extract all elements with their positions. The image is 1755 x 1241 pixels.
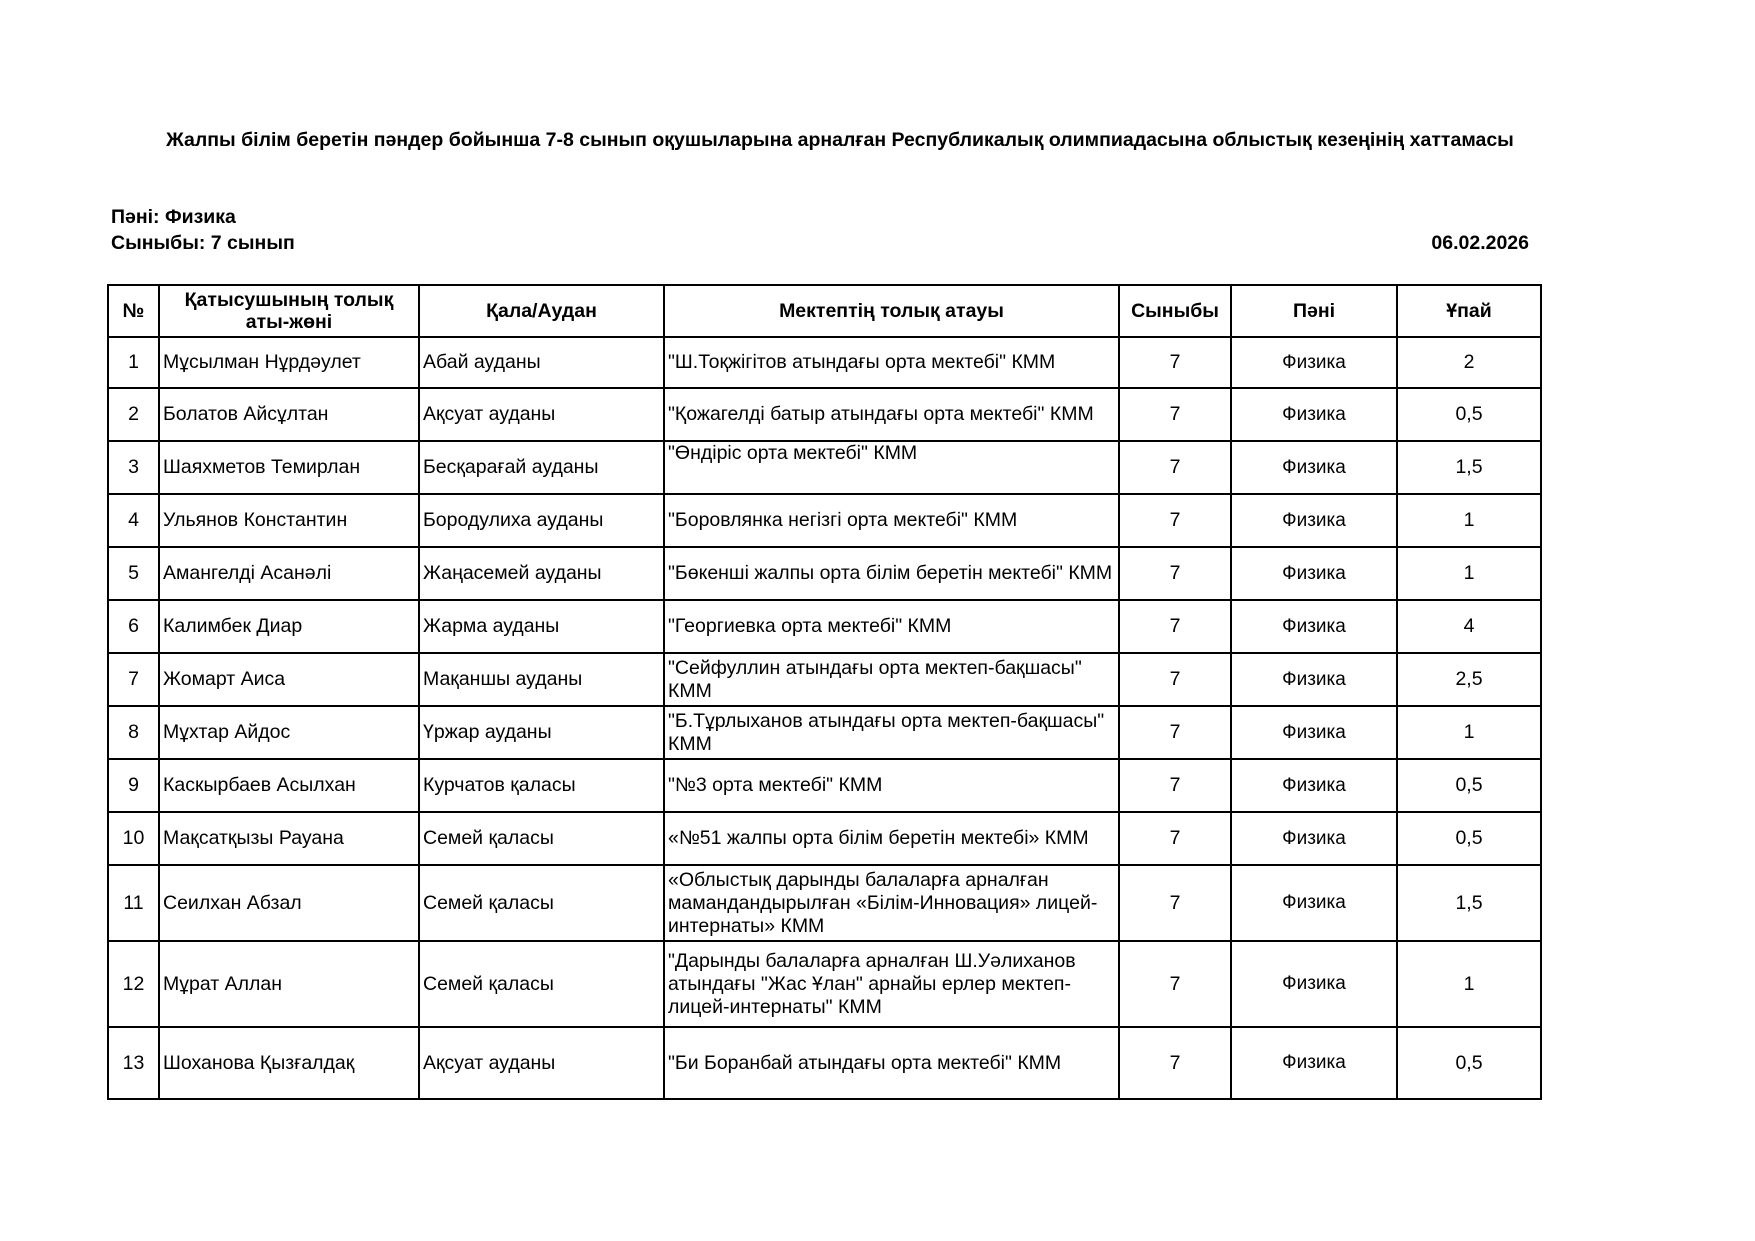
score-cell: 2 (1397, 337, 1541, 388)
subject-cell: Физика (1231, 759, 1397, 812)
score-cell: 1,5 (1397, 441, 1541, 494)
city-district-cell: Семей қаласы (419, 812, 664, 865)
subject-cell: Физика (1231, 547, 1397, 600)
score-cell: 4 (1397, 600, 1541, 653)
row-number-cell: 7 (108, 653, 159, 706)
row-number-cell: 10 (108, 812, 159, 865)
document-date: 06.02.2026 (1431, 232, 1529, 254)
row-number-cell: 1 (108, 337, 159, 388)
score-cell: 0,5 (1397, 812, 1541, 865)
row-number-cell: 2 (108, 388, 159, 441)
participant-name-cell: Мақсатқызы Рауана (159, 812, 419, 865)
school-name-cell: "Дарынды балаларға арналған Ш.Уәлиханов атындағы "Жас Ұлан" арнайы ерлер мектеп-лицей-интернаты" КММ (664, 941, 1119, 1027)
school-name-cell: "Б.Тұрлыханов атындағы орта мектеп-бақшасы" КММ (664, 706, 1119, 759)
grade-line: Сыныбы: 7 сынып (111, 232, 295, 254)
table-row (108, 337, 1541, 388)
score-cell: 1 (1397, 494, 1541, 547)
subject-cell: Физика (1231, 1027, 1397, 1099)
table-header-row (108, 285, 1541, 337)
grade-cell: 7 (1119, 337, 1231, 388)
header-num: № (108, 285, 159, 337)
score-cell: 0,5 (1397, 1027, 1541, 1099)
school-name-cell: "№3 орта мектебі" КММ (664, 759, 1119, 812)
city-district-cell: Бородулиха ауданы (419, 494, 664, 547)
table-row (108, 494, 1541, 547)
grade-cell: 7 (1119, 653, 1231, 706)
participant-name-cell: Шаяхметов Темирлан (159, 441, 419, 494)
participant-name-cell: Калимбек Диар (159, 600, 419, 653)
row-number-cell: 5 (108, 547, 159, 600)
participant-name-cell: Шоханова Қызғалдақ (159, 1027, 419, 1099)
participant-name-cell: Болатов Айсұлтан (159, 388, 419, 441)
row-number-cell: 11 (108, 865, 159, 941)
school-name-cell: "Би Боранбай атындағы орта мектебі" КММ (664, 1027, 1119, 1099)
subject-cell: Физика (1231, 706, 1397, 759)
participant-name-cell: Мұхтар Айдос (159, 706, 419, 759)
participant-name-cell: Мұсылман Нұрдәулет (159, 337, 419, 388)
row-number-cell: 12 (108, 941, 159, 1027)
table-row (108, 388, 1541, 441)
subject-cell: Физика (1231, 494, 1397, 547)
city-district-cell: Ақсуат ауданы (419, 388, 664, 441)
grade-cell: 7 (1119, 759, 1231, 812)
city-district-cell: Ақсуат ауданы (419, 1027, 664, 1099)
city-district-cell: Мақаншы ауданы (419, 653, 664, 706)
grade-cell: 7 (1119, 547, 1231, 600)
school-name-cell: "Ш.Тоқжігітов атындағы орта мектебі" КММ (664, 337, 1119, 388)
city-district-cell: Жарма ауданы (419, 600, 664, 653)
participant-name-cell: Жомарт Аиса (159, 653, 419, 706)
results-table (107, 284, 1542, 1100)
school-name-cell: "Қожагелді батыр атындағы орта мектебі" КММ (664, 388, 1119, 441)
document-title: Жалпы білім беретін пәндер бойынша 7-8 сынып оқушыларына арналған Республикалық олимпиадасына облыстық кезеңінің хаттамасы (166, 129, 1514, 151)
participant-name-cell: Сеилхан Абзал (159, 865, 419, 941)
participant-name-cell: Мұрат Аллан (159, 941, 419, 1027)
city-district-cell: Абай ауданы (419, 337, 664, 388)
participant-name-cell: Амангелді Асанәлі (159, 547, 419, 600)
header-city: Қала/Аудан (419, 285, 664, 337)
header-school: Мектептің толық атауы (664, 285, 1119, 337)
city-district-cell: Семей қаласы (419, 865, 664, 941)
row-number-cell: 3 (108, 441, 159, 494)
grade-cell: 7 (1119, 494, 1231, 547)
header-name: Қатысушының толық аты-жөні (159, 285, 419, 337)
grade-cell: 7 (1119, 812, 1231, 865)
score-cell: 0,5 (1397, 388, 1541, 441)
table-row (108, 441, 1541, 494)
subject-cell: Физика (1231, 388, 1397, 441)
school-name-cell: "Бөкенші жалпы орта білім беретін мектебі" КММ (664, 547, 1119, 600)
table-row (108, 1027, 1541, 1099)
score-cell: 1 (1397, 706, 1541, 759)
subject-cell: Физика (1231, 441, 1397, 494)
subject-cell: Физика (1231, 941, 1397, 1027)
participant-name-cell: Ульянов Константин (159, 494, 419, 547)
header-subject: Пәні (1231, 285, 1397, 337)
table-row (108, 547, 1541, 600)
table-row (108, 759, 1541, 812)
school-name-cell: "Георгиевка орта мектебі" КММ (664, 600, 1119, 653)
row-number-cell: 13 (108, 1027, 159, 1099)
subject-line: Пәні: Физика (111, 206, 236, 228)
table-row (108, 941, 1541, 1027)
subject-cell: Физика (1231, 337, 1397, 388)
score-cell: 2,5 (1397, 653, 1541, 706)
table-row (108, 865, 1541, 941)
city-district-cell: Жаңасемей ауданы (419, 547, 664, 600)
header-grade: Сыныбы (1119, 285, 1231, 337)
row-number-cell: 8 (108, 706, 159, 759)
score-cell: 0,5 (1397, 759, 1541, 812)
subject-cell: Физика (1231, 812, 1397, 865)
grade-cell: 7 (1119, 388, 1231, 441)
school-name-cell: "Сейфуллин атындағы орта мектеп-бақшасы" КММ (664, 653, 1119, 706)
row-number-cell: 4 (108, 494, 159, 547)
grade-cell: 7 (1119, 706, 1231, 759)
participant-name-cell: Каскырбаев Асылхан (159, 759, 419, 812)
city-district-cell: Үржар ауданы (419, 706, 664, 759)
grade-cell: 7 (1119, 441, 1231, 494)
header-score: Ұпай (1397, 285, 1541, 337)
city-district-cell: Семей қаласы (419, 941, 664, 1027)
table-row (108, 600, 1541, 653)
table-row (108, 653, 1541, 706)
table-row (108, 812, 1541, 865)
grade-cell: 7 (1119, 865, 1231, 941)
score-cell: 1 (1397, 547, 1541, 600)
table-row (108, 706, 1541, 759)
subject-cell: Физика (1231, 865, 1397, 941)
grade-cell: 7 (1119, 600, 1231, 653)
school-name-cell: "Өндіріс орта мектебі" КММ (664, 441, 1119, 494)
subject-cell: Физика (1231, 653, 1397, 706)
score-cell: 1 (1397, 941, 1541, 1027)
school-name-cell: "Боровлянка негізгі орта мектебі" КММ (664, 494, 1119, 547)
grade-cell: 7 (1119, 941, 1231, 1027)
grade-cell: 7 (1119, 1027, 1231, 1099)
city-district-cell: Бесқарағай ауданы (419, 441, 664, 494)
school-name-cell: «Облыстық дарынды балаларға арналған мамандандырылған «Білім-Инновация» лицей-интернаты» КММ (664, 865, 1119, 941)
city-district-cell: Курчатов қаласы (419, 759, 664, 812)
score-cell: 1,5 (1397, 865, 1541, 941)
subject-cell: Физика (1231, 600, 1397, 653)
row-number-cell: 9 (108, 759, 159, 812)
school-name-cell: «№51 жалпы орта білім беретін мектебі» КММ (664, 812, 1119, 865)
row-number-cell: 6 (108, 600, 159, 653)
